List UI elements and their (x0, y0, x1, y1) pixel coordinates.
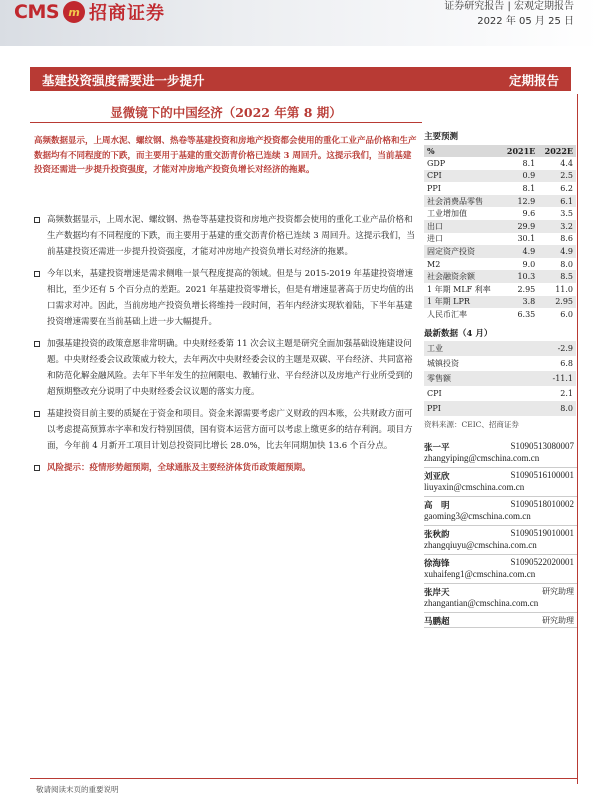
analyst-email[interactable]: xuhaifeng1@cmschina.com.cn (424, 569, 536, 579)
analyst-name: 张岸天 (424, 588, 450, 598)
value-cell: -2.9 (514, 341, 576, 356)
summary-paragraph: 高频数据显示，上周水泥、螺纹钢、热卷等基建投资和房地产投资都会使用的重化工业产品价格和生产数据均有不同程度的下跌，而主要用于基建的重交沥青价格已连续 3 周回升。这提示我们，当前基建投资还需进一步提升投资强度，才能对冲房地产投资负增长对经济的拖累。 (34, 136, 417, 175)
indicator-cell: PPI (424, 401, 514, 416)
value-cell: 9.0 (522, 259, 536, 269)
analyst-license-id: 研究助理 (542, 616, 574, 625)
analyst-license-id: S1090513080007 (510, 441, 574, 451)
analyst-email[interactable]: gaoming3@cmschina.com.cn (424, 511, 531, 521)
report-date: 2022 年 05 月 25 日 (477, 16, 574, 27)
indicator-cell: 1 年期 LPR (424, 296, 501, 309)
value-cell: 12.9 (501, 195, 539, 208)
indicator-cell: CPI (427, 388, 442, 398)
latest-data-title: 最新数据（4 月） (424, 328, 493, 339)
indicator-cell: 工业增加值 (427, 209, 467, 219)
indicator-cell: 1 年期 MLF 利率 (427, 284, 491, 294)
table-header-row (424, 145, 576, 157)
square-bullet-icon (34, 465, 40, 471)
analyst-name: 张秋韵 (424, 530, 450, 540)
square-bullet-icon (34, 341, 40, 347)
value-cell: 6.1 (538, 195, 576, 208)
value-cell: 10.3 (501, 270, 539, 283)
value-cell: 2.95 (538, 296, 576, 309)
table-row (424, 258, 576, 271)
analyst-entry (424, 498, 578, 526)
bullet-text: 高频数据显示，上周水泥、螺纹钢、热卷等基建投资和房地产投资都会使用的重化工业产品价格和生产数据均有不同程度的下跌，而主要用于基建的重交沥青价格已连续 3 周回升。这提示我们，当前基建投资还需进一步提升投资强度，才能对冲房地产投资负增长对经济的拖累。 (47, 215, 415, 257)
bullet-text: 今年以来，基建投资增速是需求侧唯一景气程度提高的领域。但是与 2015-2019 年基建投资增速相比，至少还有 5 个百分点的差距。2021 年基建投资零增长，但是有增速显著高于历史均值的出口需求对冲。因此，当前房地产投资负增长将维持一段时间，若年内经济实现软着陆，下半年基建投资增速需要在当前基础上进一步大幅提升。 (47, 269, 414, 327)
analyst-email[interactable]: liuyaxin@cmschina.com.cn (424, 482, 525, 492)
analyst-header-row (424, 499, 578, 511)
risk-text: 风险提示：疫情形势超预期，全球通胀及主要经济体货币政策超预期。 (47, 463, 311, 473)
logo-badge-icon: m (63, 1, 85, 23)
report-category: 证券研究报告 | 宏观定期报告 (444, 1, 574, 12)
indicator-cell: 社会消费品零售 (424, 195, 501, 208)
bullet-list (34, 212, 419, 482)
indicator-cell: 固定资产投资 (424, 245, 501, 258)
value-cell: 29.9 (501, 220, 539, 233)
footer-note: 敬请阅读末页的重要说明 (36, 785, 119, 794)
value-cell: 30.1 (517, 234, 536, 244)
table-row (424, 195, 576, 208)
table-row (424, 283, 576, 296)
analyst-header-row (424, 470, 578, 482)
bullet-text: 加强基建投资的政策意愿非常明确。中央财经委第 11 次会议主题是研究全面加强基础设施建设问题。中央财经委会议政策威力较大，去年两次中央财经委会议的主题是双碳、平台经济、共同富裕和防范化解金融风险。去年下半年发生的拉闸限电、教辅行业、平台经济以及房地产行业所受到的超预期整改充分说明了中央财经委会议议题的落实力度。 (47, 339, 413, 397)
value-cell: 8.1 (522, 158, 536, 168)
company-logo (14, 0, 165, 26)
sidebar-data (424, 130, 578, 430)
indicator-cell: 出口 (424, 220, 501, 233)
forecast-table (424, 145, 576, 321)
title-banner (30, 67, 571, 91)
indicator-cell: GDP (427, 158, 446, 168)
table-row (424, 386, 576, 401)
analyst-name: 高 明 (424, 501, 450, 511)
footer-divider (30, 778, 578, 779)
indicator-cell: 人民币汇率 (427, 309, 467, 319)
value-cell: 2.1 (560, 388, 573, 398)
value-cell: 3.8 (501, 296, 539, 309)
value-cell: -11.1 (514, 371, 576, 386)
risk-warning (34, 460, 419, 476)
analyst-license-id: S1090518010002 (510, 499, 574, 509)
analyst-license-id: S1090519010001 (510, 528, 574, 538)
analyst-name: 张一平 (424, 443, 450, 453)
square-bullet-icon (34, 217, 40, 223)
indicator-cell: M2 (427, 259, 441, 269)
analyst-entry (424, 440, 578, 468)
bullet-item (34, 336, 419, 400)
table-row (424, 157, 576, 170)
value-cell: 8.0 (514, 401, 576, 416)
table-row (424, 270, 576, 283)
indicator-cell: PPI (427, 183, 441, 193)
indicator-cell: 社会融资余额 (424, 270, 501, 283)
analyst-email[interactable]: zhangantian@cmschina.com.cn (424, 598, 539, 608)
square-bullet-icon (34, 271, 40, 277)
value-cell: 4.9 (538, 245, 576, 258)
logo-chinese: 招商证券 (89, 3, 166, 24)
analyst-name: 徐海锋 (424, 559, 450, 569)
table-row (424, 220, 576, 233)
table-row (424, 170, 576, 183)
table-row (424, 245, 576, 258)
analyst-email[interactable]: zhangqiuyu@cmschina.com.cn (424, 540, 537, 550)
report-title: 基建投资强度需要进一步提升 (42, 73, 205, 88)
latest-data-table (424, 341, 576, 416)
bullet-text: 基建投资目前主要的质疑在于资金和项目。资金来源需要考虑广义财政的四本账，公共财政方面可以考虑提高预算赤字率和发行特别国债，国有资本运营方面可以考虑上缴更多的结存利润。项目方面，今年前 4 月新开工项目计划总投资同比增长 28.0%，比去年同期加快 13.6 个百分点。 (47, 409, 413, 451)
analyst-entry (424, 585, 578, 613)
forecast-title: 主要预测 (424, 132, 459, 142)
analyst-entry (424, 527, 578, 555)
value-cell: 4.9 (501, 245, 539, 258)
value-cell: 11.0 (555, 284, 573, 294)
value-cell: 6.8 (560, 358, 573, 368)
analyst-entry (424, 556, 578, 584)
indicator-cell: 工业 (424, 341, 514, 356)
value-cell: 9.6 (522, 209, 536, 219)
indicator-cell: 进口 (427, 234, 443, 244)
table-row (424, 371, 576, 386)
value-cell: 8.5 (538, 270, 576, 283)
value-cell: 8.1 (522, 183, 536, 193)
value-cell: 6.0 (560, 309, 573, 319)
table-row (424, 356, 576, 371)
analyst-name: 马鹏超 (424, 617, 450, 627)
indicator-cell: 零售额 (424, 371, 514, 386)
report-type: 定期报告 (508, 73, 559, 88)
subtitle-divider (30, 122, 422, 123)
analyst-header-row (424, 615, 578, 627)
value-cell: 3.5 (560, 209, 573, 219)
table-row (424, 341, 576, 356)
table-row (424, 296, 576, 309)
value-cell: 2.95 (517, 284, 536, 294)
analyst-entry (424, 614, 578, 628)
value-cell: 0.9 (501, 170, 539, 183)
column-header: % (424, 145, 501, 157)
analyst-list (424, 440, 578, 629)
data-source: 资料来源：CEIC、招商证券 (424, 419, 519, 429)
right-border-line (577, 94, 578, 784)
square-bullet-icon (34, 411, 40, 417)
value-cell: 2.5 (538, 170, 576, 183)
indicator-cell: 城镇投资 (427, 358, 459, 368)
table-row (424, 182, 576, 195)
indicator-cell: CPI (424, 170, 501, 183)
analyst-header-row (424, 557, 578, 569)
column-header: 2022E (538, 145, 576, 157)
bullet-item (34, 266, 419, 330)
column-header: 2021E (501, 145, 539, 157)
bullet-item (34, 212, 419, 260)
analyst-license-id: 研究助理 (542, 587, 574, 596)
page-header (0, 0, 600, 46)
value-cell: 8.0 (560, 259, 573, 269)
logo-latin: CMS (14, 1, 60, 23)
analyst-entry (424, 469, 578, 497)
table-row (424, 401, 576, 416)
report-subtitle: 显微镜下的中国经济（2022 年第 8 期） (110, 105, 342, 120)
analyst-header-row (424, 528, 578, 540)
value-cell: 4.4 (560, 158, 573, 168)
value-cell: 6.2 (560, 183, 573, 193)
bullet-item (34, 406, 419, 454)
table-row (424, 207, 576, 220)
analyst-header-row (424, 441, 578, 453)
value-cell: 3.2 (538, 220, 576, 233)
value-cell: 8.6 (560, 234, 573, 244)
analyst-header-row (424, 586, 578, 598)
analyst-email[interactable]: zhangyiping@cmschina.com.cn (424, 453, 540, 463)
table-row (424, 233, 576, 246)
analyst-license-id: S1090522020001 (510, 557, 574, 567)
table-row (424, 308, 576, 321)
value-cell: 6.35 (517, 309, 536, 319)
analyst-name: 刘亚欣 (424, 472, 450, 482)
analyst-license-id: S1090516100001 (510, 470, 574, 480)
